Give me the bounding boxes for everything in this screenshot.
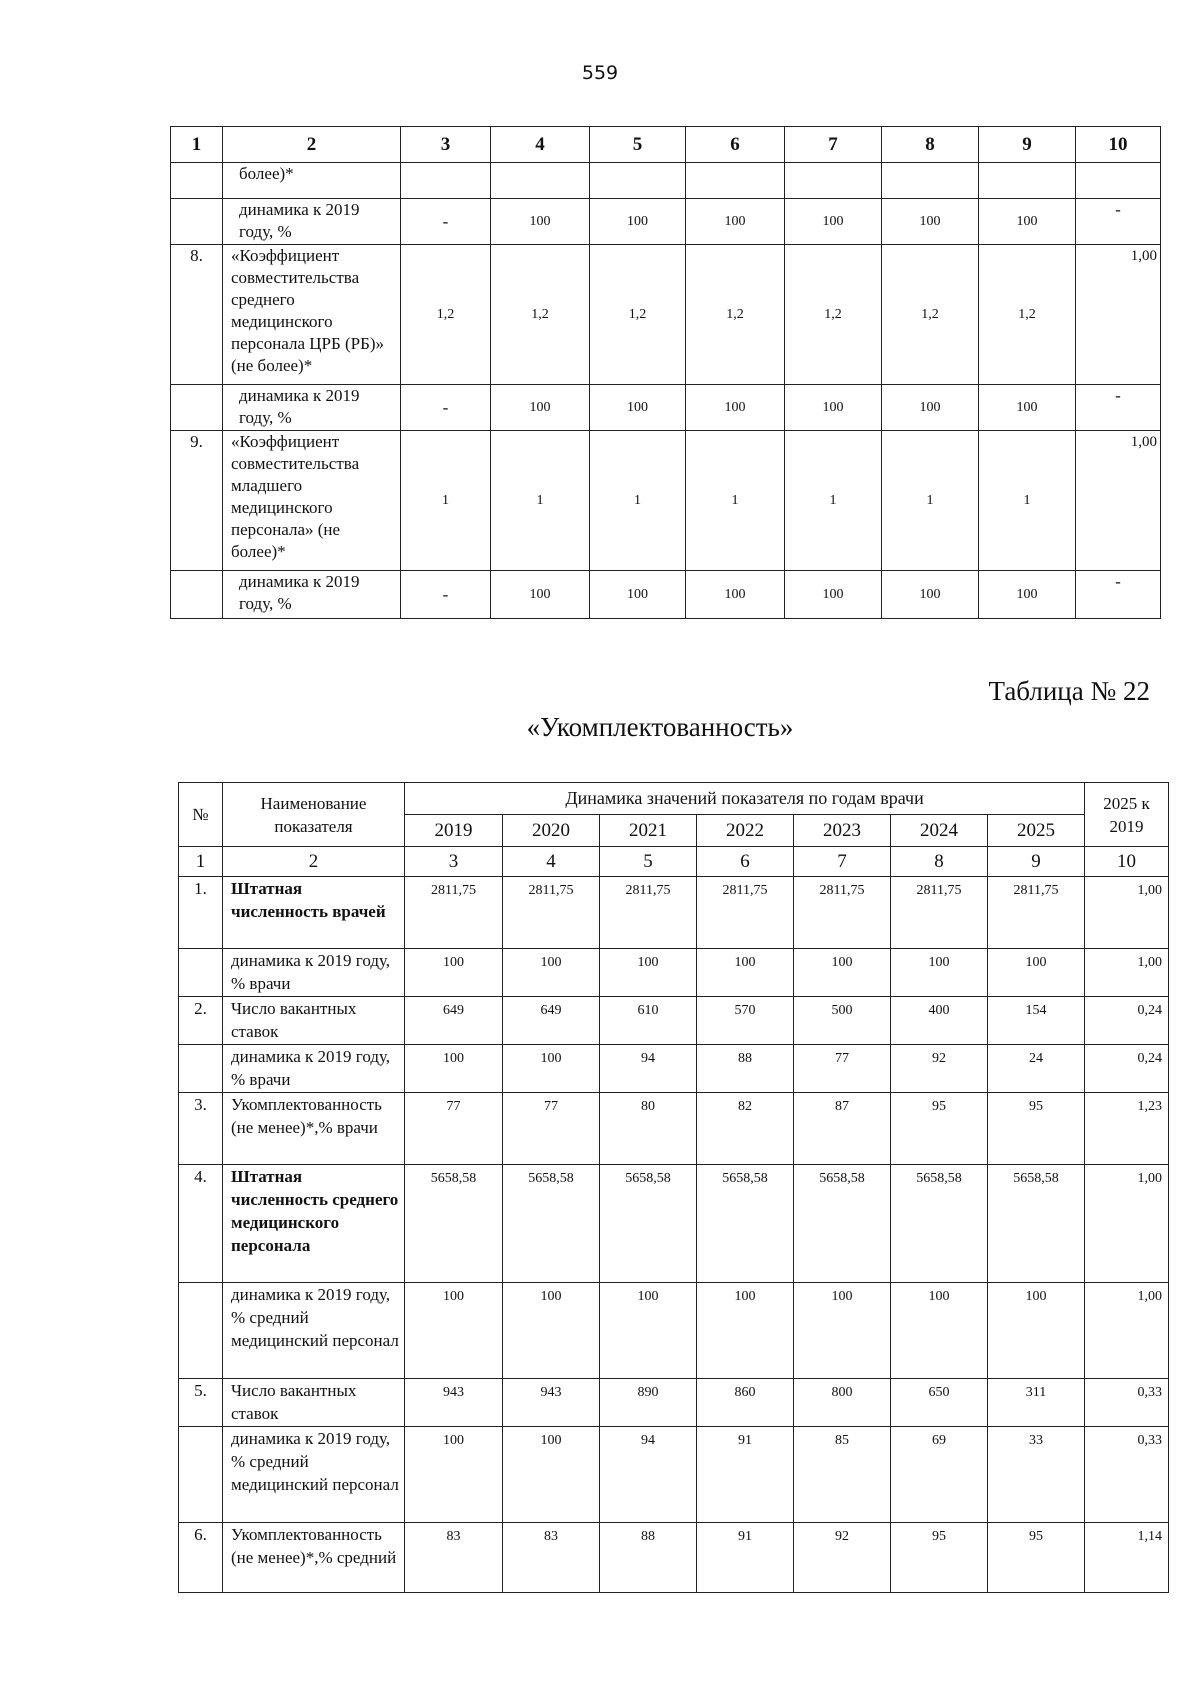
value-cell: 85 (794, 1427, 891, 1523)
table-row (179, 1523, 1169, 1593)
table-row (179, 949, 1169, 997)
value-cell: 83 (405, 1523, 503, 1593)
table-row (179, 1379, 1169, 1427)
value-cell: 890 (600, 1379, 697, 1427)
table-row (179, 1093, 1169, 1165)
value-cell: 1 (491, 431, 590, 571)
table-row (171, 431, 1161, 571)
ratio-cell: 1,00 (1085, 949, 1169, 997)
row-number (171, 199, 223, 245)
table-row (171, 571, 1161, 619)
column-number-row (171, 127, 1161, 163)
indicator-name: динамика к 2019 году, % врачи (223, 949, 405, 997)
value-cell: 100 (785, 571, 882, 619)
value-cell: 1,2 (401, 245, 491, 385)
value-cell: 570 (697, 997, 794, 1045)
value-cell: 77 (503, 1093, 600, 1165)
table-title: «Укомплектованность» (526, 712, 794, 742)
column-number: 10 (1085, 847, 1169, 877)
table-row (179, 1427, 1169, 1523)
value-cell: 91 (697, 1427, 794, 1523)
value-cell: 88 (600, 1523, 697, 1593)
ratio-cell: 1,00 (1085, 1283, 1169, 1379)
row-number: 9. (171, 431, 223, 571)
value-cell: 500 (794, 997, 891, 1045)
indicator-name: динамика к 2019 году, % (223, 571, 401, 619)
header-cell: 10 (1076, 127, 1161, 163)
table-row (171, 163, 1161, 199)
value-cell: 100 (686, 199, 785, 245)
row-number (179, 1045, 223, 1093)
row-number: 2. (179, 997, 223, 1045)
value-cell: 5658,58 (794, 1165, 891, 1283)
value-cell: 87 (794, 1093, 891, 1165)
row-number (171, 571, 223, 619)
value-cell: 1 (882, 431, 979, 571)
ratio-cell: - (1076, 571, 1161, 619)
value-cell: 100 (697, 1283, 794, 1379)
value-cell: 100 (794, 1283, 891, 1379)
indicator-name: «Коэффициент совместительства среднего медицинского персонала ЦРБ (РБ)» (не более)* (223, 245, 401, 385)
value-cell: 100 (491, 571, 590, 619)
row-number: 1. (179, 877, 223, 949)
table-row (171, 199, 1161, 245)
table-row (171, 245, 1161, 385)
value-cell: 83 (503, 1523, 600, 1593)
value-cell: 77 (405, 1093, 503, 1165)
value-cell: 2811,75 (600, 877, 697, 949)
header-cell: 3 (401, 127, 491, 163)
page-number: 559 (581, 62, 619, 84)
value-cell: 91 (697, 1523, 794, 1593)
value-cell: 100 (600, 1283, 697, 1379)
column-number: 2 (223, 847, 405, 877)
indicator-name: Укомплектованность (не менее)*,% средний (223, 1523, 405, 1593)
row-number (179, 1427, 223, 1523)
value-cell: 100 (491, 199, 590, 245)
column-number: 8 (891, 847, 988, 877)
continuation-table (170, 126, 1161, 619)
ratio-cell: 1,00 (1076, 245, 1161, 385)
value-cell: 943 (405, 1379, 503, 1427)
indicator-name: динамика к 2019 году, % средний медицинский персонал (223, 1427, 405, 1523)
value-cell: 649 (503, 997, 600, 1045)
table-row (179, 1045, 1169, 1093)
value-cell: 1,2 (491, 245, 590, 385)
value-cell: 1 (401, 431, 491, 571)
value-cell: 80 (600, 1093, 697, 1165)
ratio-cell: 1,00 (1085, 877, 1169, 949)
header-cell: 5 (590, 127, 686, 163)
header-year: 2024 (891, 815, 988, 847)
indicator-name: динамика к 2019 году, % средний медицинский персонал (223, 1283, 405, 1379)
value-cell: 100 (503, 1045, 600, 1093)
value-cell: 100 (503, 1283, 600, 1379)
value-cell: 5658,58 (891, 1165, 988, 1283)
value-cell: 95 (891, 1523, 988, 1593)
value-cell: 2811,75 (405, 877, 503, 949)
column-number: 4 (503, 847, 600, 877)
ratio-cell: 0,24 (1085, 997, 1169, 1045)
value-cell: 100 (979, 385, 1076, 431)
value-cell: 2811,75 (697, 877, 794, 949)
value-cell: 100 (590, 385, 686, 431)
header-cell: 7 (785, 127, 882, 163)
value-cell: 100 (686, 385, 785, 431)
ratio-cell: 0,24 (1085, 1045, 1169, 1093)
column-number: 7 (794, 847, 891, 877)
value-cell: 2811,75 (503, 877, 600, 949)
value-cell: 5658,58 (697, 1165, 794, 1283)
ratio-cell (1076, 163, 1161, 199)
value-cell: 100 (979, 571, 1076, 619)
value-cell: 1,2 (590, 245, 686, 385)
value-cell: 100 (891, 949, 988, 997)
indicator-name: Укомплектованность (не менее)*,% врачи (223, 1093, 405, 1165)
value-cell (686, 163, 785, 199)
value-cell: 100 (785, 385, 882, 431)
indicator-name: динамика к 2019 году, % (223, 385, 401, 431)
header-year: 2022 (697, 815, 794, 847)
value-cell: 1 (785, 431, 882, 571)
value-cell: 400 (891, 997, 988, 1045)
value-cell: 311 (988, 1379, 1085, 1427)
value-cell: 100 (503, 1427, 600, 1523)
table-caption: Таблица № 22 (988, 676, 1150, 706)
value-cell: 94 (600, 1427, 697, 1523)
table-row (179, 1283, 1169, 1379)
header-row (179, 783, 1169, 815)
value-cell: 943 (503, 1379, 600, 1427)
header-year: 2019 (405, 815, 503, 847)
row-number (179, 949, 223, 997)
staffing-table (178, 782, 1169, 1593)
value-cell: 100 (590, 199, 686, 245)
value-cell: 860 (697, 1379, 794, 1427)
value-cell (401, 163, 491, 199)
value-cell: 100 (988, 949, 1085, 997)
value-cell: 88 (697, 1045, 794, 1093)
header-name: Наименование показателя (223, 783, 405, 847)
row-number: 3. (179, 1093, 223, 1165)
ratio-cell: - (1076, 199, 1161, 245)
value-cell: 1 (979, 431, 1076, 571)
value-cell: 100 (600, 949, 697, 997)
value-cell: 1 (686, 431, 785, 571)
value-cell: 800 (794, 1379, 891, 1427)
row-number: 8. (171, 245, 223, 385)
header-cell: 1 (171, 127, 223, 163)
value-cell: 5658,58 (503, 1165, 600, 1283)
value-cell: - (401, 571, 491, 619)
value-cell: 100 (794, 949, 891, 997)
value-cell: 100 (882, 199, 979, 245)
value-cell: 92 (794, 1523, 891, 1593)
ratio-cell: - (1076, 385, 1161, 431)
indicator-name: Штатная численность врачей (223, 877, 405, 949)
value-cell: 100 (405, 949, 503, 997)
value-cell: 610 (600, 997, 697, 1045)
value-cell: 5658,58 (988, 1165, 1085, 1283)
value-cell: 650 (891, 1379, 988, 1427)
value-cell: 100 (882, 385, 979, 431)
value-cell: 92 (891, 1045, 988, 1093)
value-cell: 100 (697, 949, 794, 997)
value-cell: 100 (686, 571, 785, 619)
column-number: 9 (988, 847, 1085, 877)
value-cell: 2811,75 (794, 877, 891, 949)
value-cell: 100 (405, 1427, 503, 1523)
column-number: 6 (697, 847, 794, 877)
header-year: 2023 (794, 815, 891, 847)
table-row (171, 385, 1161, 431)
value-cell: 154 (988, 997, 1085, 1045)
header-cell: 6 (686, 127, 785, 163)
row-number (171, 385, 223, 431)
value-cell: 100 (882, 571, 979, 619)
indicator-name: Штатная численность среднего медицинского персонала (223, 1165, 405, 1283)
value-cell: 5658,58 (405, 1165, 503, 1283)
column-number: 1 (179, 847, 223, 877)
indicator-name: динамика к 2019 году, % врачи (223, 1045, 405, 1093)
ratio-cell: 1,00 (1085, 1165, 1169, 1283)
header-cell: 4 (491, 127, 590, 163)
value-cell: 100 (405, 1283, 503, 1379)
ratio-cell: 1,00 (1076, 431, 1161, 571)
value-cell: 5658,58 (600, 1165, 697, 1283)
value-cell (979, 163, 1076, 199)
value-cell: 95 (891, 1093, 988, 1165)
row-number (179, 1283, 223, 1379)
row-number (171, 163, 223, 199)
header-number: № (179, 783, 223, 847)
value-cell: 69 (891, 1427, 988, 1523)
indicator-name: более)* (223, 163, 401, 199)
indicator-name: «Коэффициент совместительства младшего медицинского персонала» (не более)* (223, 431, 401, 571)
value-cell: 95 (988, 1093, 1085, 1165)
ratio-cell: 1,23 (1085, 1093, 1169, 1165)
row-number: 4. (179, 1165, 223, 1283)
value-cell: 100 (785, 199, 882, 245)
ratio-cell: 0,33 (1085, 1379, 1169, 1427)
header-group: Динамика значений показателя по годам врачи (405, 783, 1085, 815)
indicator-name: Число вакантных ставок (223, 997, 405, 1045)
value-cell: 33 (988, 1427, 1085, 1523)
value-cell: - (401, 199, 491, 245)
value-cell: 1,2 (882, 245, 979, 385)
header-cell: 8 (882, 127, 979, 163)
indicator-name: динамика к 2019 году, % (223, 199, 401, 245)
table-row (179, 997, 1169, 1045)
table-row (179, 1165, 1169, 1283)
table-row (179, 877, 1169, 949)
column-number: 3 (405, 847, 503, 877)
ratio-cell: 1,14 (1085, 1523, 1169, 1593)
column-number-row (179, 847, 1169, 877)
value-cell (491, 163, 590, 199)
value-cell: 1 (590, 431, 686, 571)
value-cell: 77 (794, 1045, 891, 1093)
header-ratio: 2025 к 2019 (1085, 783, 1169, 847)
value-cell: 2811,75 (988, 877, 1085, 949)
header-year: 2021 (600, 815, 697, 847)
value-cell: 1,2 (785, 245, 882, 385)
value-cell: - (401, 385, 491, 431)
value-cell: 100 (891, 1283, 988, 1379)
value-cell: 100 (590, 571, 686, 619)
indicator-name: Число вакантных ставок (223, 1379, 405, 1427)
value-cell: 24 (988, 1045, 1085, 1093)
value-cell: 1,2 (686, 245, 785, 385)
header-year: 2025 (988, 815, 1085, 847)
value-cell: 1,2 (979, 245, 1076, 385)
header-cell: 9 (979, 127, 1076, 163)
value-cell: 100 (988, 1283, 1085, 1379)
ratio-cell: 0,33 (1085, 1427, 1169, 1523)
column-number: 5 (600, 847, 697, 877)
value-cell (882, 163, 979, 199)
value-cell: 100 (491, 385, 590, 431)
value-cell: 94 (600, 1045, 697, 1093)
row-number: 5. (179, 1379, 223, 1427)
value-cell (785, 163, 882, 199)
header-year: 2020 (503, 815, 600, 847)
value-cell: 649 (405, 997, 503, 1045)
value-cell: 100 (979, 199, 1076, 245)
row-number: 6. (179, 1523, 223, 1593)
value-cell: 100 (503, 949, 600, 997)
header-cell: 2 (223, 127, 401, 163)
value-cell: 95 (988, 1523, 1085, 1593)
value-cell: 2811,75 (891, 877, 988, 949)
value-cell: 82 (697, 1093, 794, 1165)
value-cell: 100 (405, 1045, 503, 1093)
value-cell (590, 163, 686, 199)
